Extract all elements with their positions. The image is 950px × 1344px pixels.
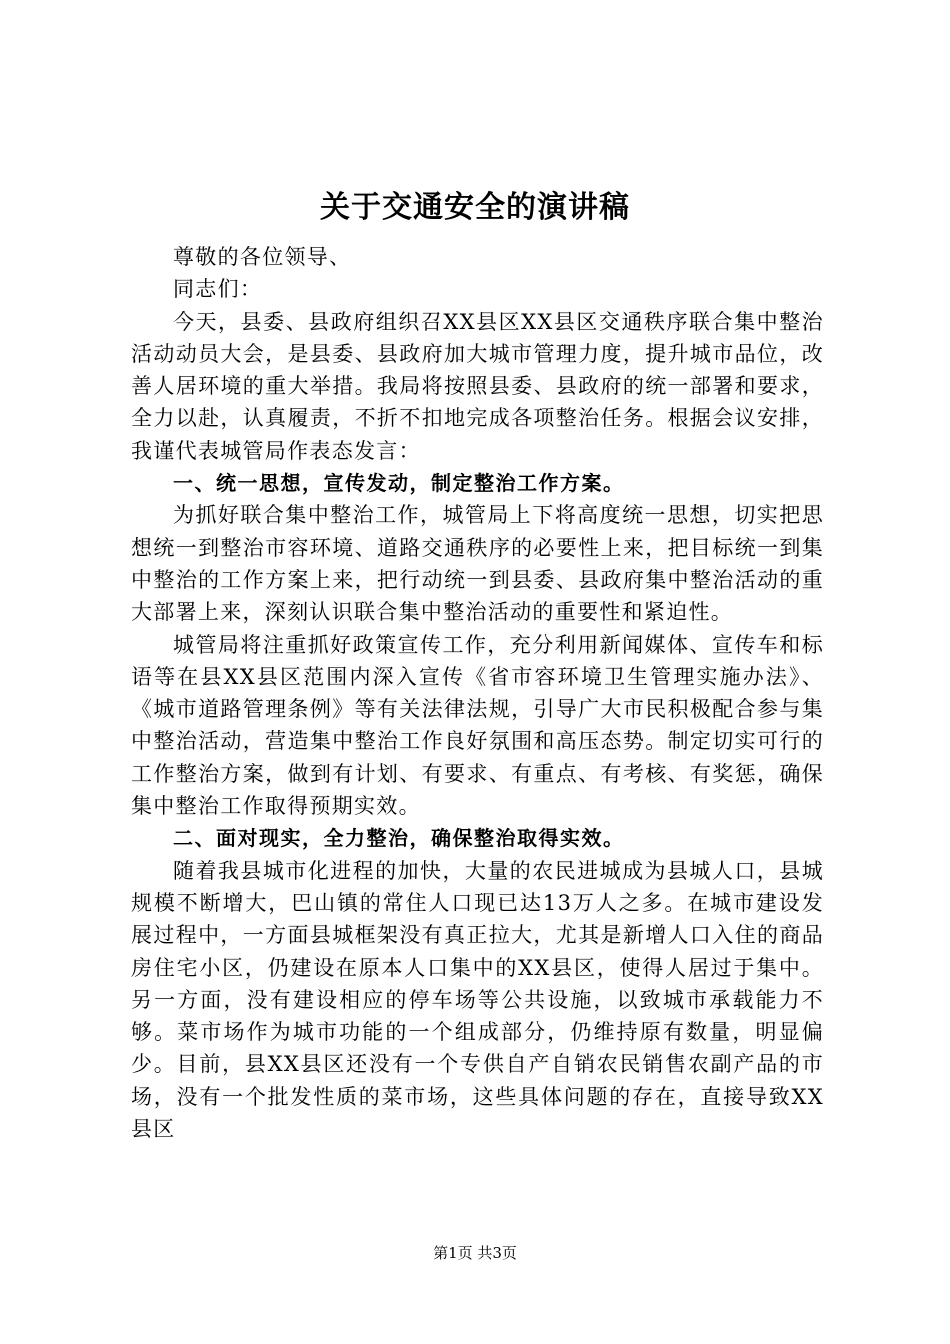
body-paragraph: 今天，县委、县政府组织召XX县区XX县区交通秩序联合集中整治活动动员大会，是县委、县政府加大城市管理力度，提升城市品位，改善人居环境的重大举措。我局将按照县委、县政府的统一部署和要求，全力以赴，认真履责，不折不扣地完成各项整治任务。根据会议安排，我谨代表城管局作表态发言： [131,309,824,463]
body-paragraph: 随着我县城市化进程的加快，大量的农民进城成为县城人口，县城规模不断增大，巴山镇的常住人口现已达13万人之多。在城市建设发展过程中，一方面县城框架没有真正拉大，尤其是新增人口入住的商品房住宅小区，仍建设在原本人口集中的XX县区，使得人居过于集中。另一方面，没有建设相应的停车场等公共设施，以致城市承载能力不够。菜市场作为城市功能的一个组成部分，仍维持原有数量，明显偏少。目前，县XX县区还没有一个专供自产自销农民销售农副产品的市场，没有一个批发性质的菜市场，这些具体问题的存在，直接导致XX县区 [131,858,824,1142]
body-paragraph: 城管局将注重抓好政策宣传工作，充分利用新闻媒体、宣传车和标语等在县XX县区范围内深入宣传《省市容环境卫生管理实施办法》、《城市道路管理条例》等有关法律法规，引导广大市民积极配合参与集中整治活动，营造集中整治工作良好氛围和高压态势。制定切实可行的工作整治方案，做到有计划、有要求、有重点、有考核、有奖惩，确保集中整治工作取得预期实效。 [131,632,824,819]
page-footer: 第1页 共3页 [433,1244,517,1262]
document-title: 关于交通安全的演讲稿 [320,190,630,225]
body-paragraph: 为抓好联合集中整治工作，城管局上下将高度统一思想，切实把思想统一到整治市容环境、道路交通秩序的必要性上来，把目标统一到集中整治的工作方案上来，把行动统一到县委、县政府集中整治活动的重大部署上来，深刻认识联合集中整治活动的重要性和紧迫性。 [131,503,824,625]
section-heading: 一、统一思想，宣传发动，制定整治工作方案。 [173,471,625,496]
document-body [131,241,824,1145]
salutation-line: 同志们： [173,277,263,302]
section-heading: 二、面对现实，全力整治，确保整治取得实效。 [173,826,625,851]
salutation-line: 尊敬的各位领导、 [173,245,352,269]
